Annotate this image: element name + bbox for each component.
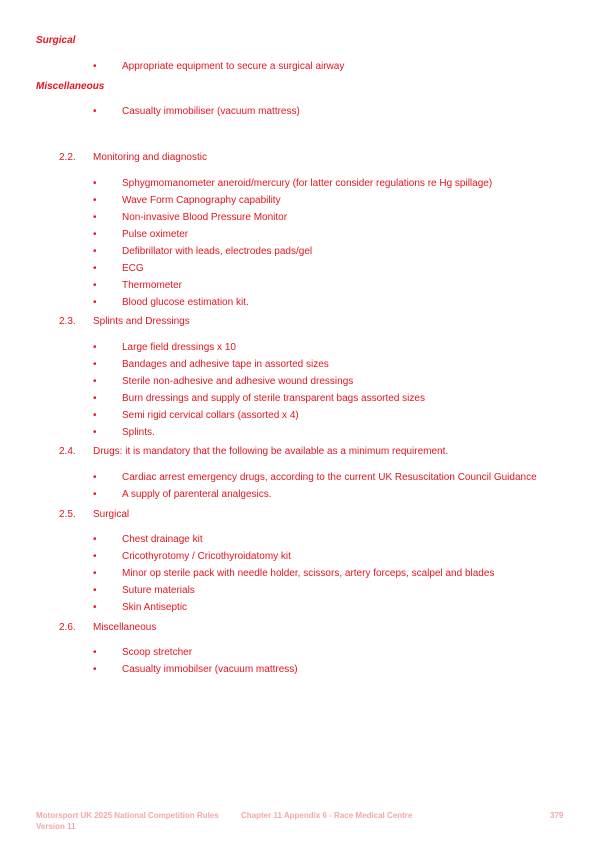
footer-title: Motorsport UK 2025 National Competition Rules: [36, 811, 219, 820]
bullet-icon: •: [93, 178, 97, 189]
footer-version: Version 11: [36, 822, 76, 831]
footer-chapter: Chapter 11 Appendix 6 - Race Medical Centre: [241, 811, 413, 820]
bullet-icon: •: [93, 376, 97, 387]
bullet-icon: •: [93, 297, 97, 308]
bullet-icon: •: [93, 489, 97, 500]
bullet-icon: •: [93, 585, 97, 596]
bullet-icon: •: [93, 280, 97, 291]
subheading-surgical: Surgical: [36, 35, 76, 46]
bullet-icon: •: [93, 602, 97, 613]
bullet-icon: •: [93, 246, 97, 257]
bullet-icon: •: [93, 534, 97, 545]
bullet-icon: •: [93, 195, 97, 206]
bullet-icon: •: [93, 393, 97, 404]
bullet-icon: •: [93, 551, 97, 562]
bullet-icon: •: [93, 647, 97, 658]
bullet-icon: •: [93, 106, 97, 117]
bullet-icon: •: [93, 664, 97, 675]
page-number: 379: [550, 811, 564, 820]
bullet-icon: •: [93, 61, 97, 72]
bullet-icon: •: [93, 263, 97, 274]
bullet-icon: •: [93, 427, 97, 438]
document-page: Surgical • Appropriate equipment to secure a surgical airway Miscellaneous • Casualty immobiliser (vacuum mattress) 2.2. Monitoring and diagnostic • Sphygmomanometer aneroid/mercury (for latter consider regulations re Hg spillage) • Wave Form Capnography capability • Non-invasive Blood Pressure Monitor • Pulse oximeter • Defibrillator with leads, electrodes pads/gel • ECG • Thermometer • Blood glucose estimation kit. 2.3. Splints and Dressings • Large field dressings x 10 • Bandages and adhesive tape in assorted sizes • Sterile non-adhesive and adhesive wound dressings • Burn dressings and supply of sterile transparent bags assorted sizes • Semi rigid cervical collars (assorted x 4) • Splints. 2.4. Drugs: it is mandatory that the following be available as a minimum requirement. • Cardiac arrest emergency drugs, according to the current UK Resuscitation Council Guidance • A supply of parenteral analgesics. 2.5. Surgical • Chest drainage kit • Cricothyrotomy / Cricothyroidatomy kit • Minor op sterile pack with needle holder, scissors, artery forceps, scalpel and blades • Suture materials • Skin Antiseptic 2.6. Miscellaneous • Scoop stretcher • Casualty immobilser (vacuum mattress) Motorsport UK 2025 National Competition Rules Version 11 Chapter 11 Appendix 6 - Race Medical Centre 379: [36, 35, 564, 831]
subheading-miscellaneous: Miscellaneous: [36, 81, 105, 92]
bullet-icon: •: [93, 342, 97, 353]
bullet-icon: •: [93, 229, 97, 240]
bullet-icon: •: [93, 472, 97, 483]
bullet-icon: •: [93, 359, 97, 370]
bullet-icon: •: [93, 410, 97, 421]
bullet-icon: •: [93, 212, 97, 223]
bullet-icon: •: [93, 568, 97, 579]
